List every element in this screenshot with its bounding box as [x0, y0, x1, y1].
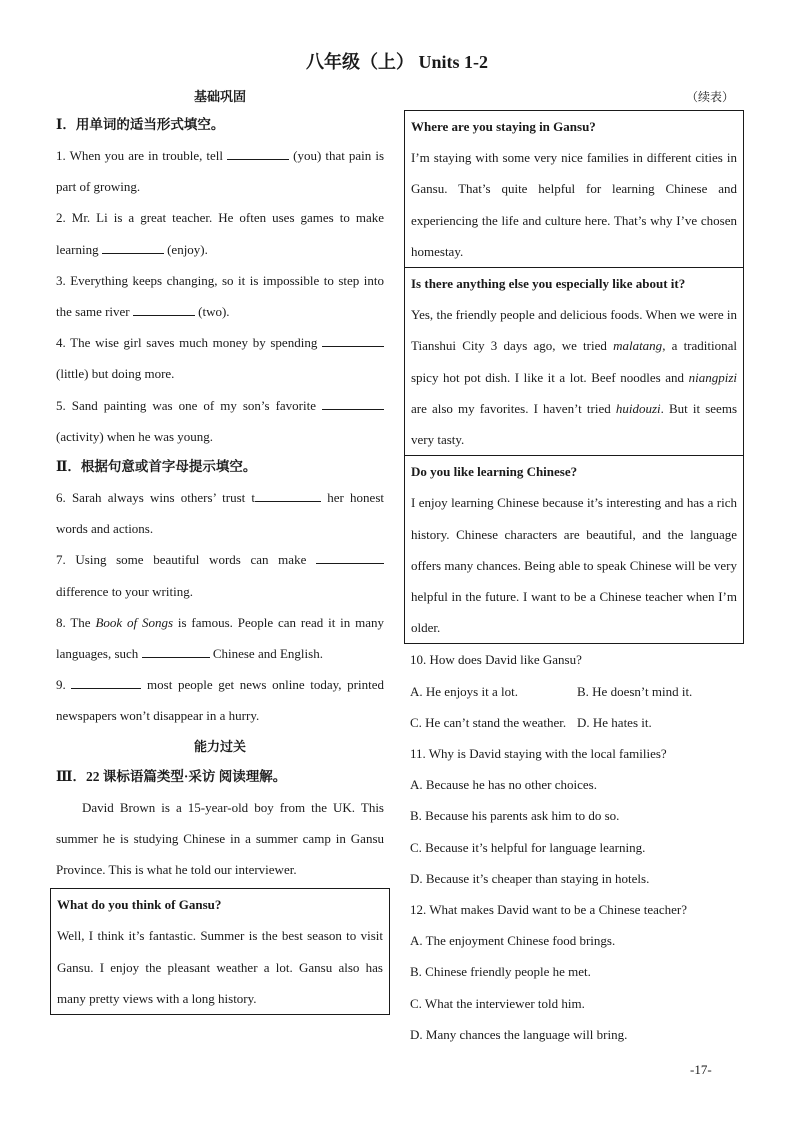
option-a[interactable]: A. He enjoys it a lot. [410, 683, 518, 699]
interview-question: Is there anything else you especially like about it? [411, 276, 686, 292]
question-3: 3. Everything keeps changing, so it is impossible to step into the same river (two). [56, 272, 384, 320]
page-title: 八年级（上） Units 1-2 [305, 52, 488, 72]
interview-box-2 [404, 110, 744, 644]
left-column [56, 84, 384, 1015]
section-basic-heading: 基础巩固 [193, 89, 246, 104]
answer-blank[interactable] [142, 643, 210, 658]
option-b[interactable]: B. Because his parents ask him to do so. [410, 808, 620, 824]
question-9: 9. most people get news online today, printed newspapers won’t disappear in a hurry. [56, 669, 384, 731]
interview-question: Do you like learning Chinese? [411, 464, 578, 480]
interview-section [405, 111, 743, 267]
question-11-stem: 11. Why is David staying with the local families? [410, 746, 667, 762]
question-10-stem: 10. How does David like Gansu? [410, 652, 582, 668]
right-column [404, 84, 744, 1050]
interview-section [51, 889, 389, 1014]
question-7: 7. Using some beautiful words can make difference to your writing. [56, 544, 384, 606]
question-2: 2. Mr. Li is a great teacher. He often uses games to make learning (enjoy). [56, 210, 384, 257]
answer-blank[interactable] [227, 145, 289, 160]
question-8: 8. The Book of Songs is famous. People can read it in many languages, such Chinese and English. [56, 614, 385, 662]
question-5: 5. Sand painting was one of my son’s favorite (activity) when he was young. [56, 390, 384, 452]
option-c[interactable]: C. He can’t stand the weather. [410, 714, 567, 730]
answer-blank[interactable] [255, 487, 321, 502]
part2-title: Ⅱ．根据句意或首字母提示填空。 [56, 459, 257, 475]
option-b[interactable]: B. Chinese friendly people he met. [410, 964, 591, 980]
question-10-options-row [410, 707, 744, 738]
option-b[interactable]: B. He doesn’t mind it. [577, 683, 693, 699]
interview-box-1 [50, 888, 390, 1015]
option-a[interactable]: A. The enjoyment Chinese food brings. [410, 933, 616, 949]
interview-answer: I’m staying with some very nice families in different cities in Gansu. That’s quite helpful for learning Chinese and experiencing the life and culture here. That’s why I’ve chosen homestay. [411, 150, 737, 259]
option-c[interactable]: C. Because it’s helpful for language learning. [410, 839, 646, 855]
page-number: -17- [690, 1062, 712, 1077]
option-d[interactable]: D. Because it’s cheaper than staying in hotels. [410, 870, 650, 886]
option-c[interactable]: C. What the interviewer told him. [410, 995, 585, 1011]
interview-section [405, 455, 743, 643]
option-d[interactable]: D. He hates it. [577, 714, 652, 730]
answer-blank[interactable] [322, 395, 384, 410]
part3-title: Ⅲ．22 课标语篇类型·采访 阅读理解。 [56, 768, 287, 784]
answer-blank[interactable] [102, 239, 164, 254]
question-4: 4. The wise girl saves much money by spending (little) but doing more. [56, 327, 384, 389]
continued-label: （续表） [685, 90, 734, 104]
question-1: 1. When you are in trouble, tell (you) that pain is part of growing. [56, 140, 384, 202]
question-6: 6. Sarah always wins others’ trust t her honest words and actions. [56, 482, 384, 544]
option-d[interactable]: D. Many chances the language will bring. [410, 1026, 628, 1042]
answer-blank[interactable] [71, 674, 141, 689]
interview-section [405, 267, 743, 455]
section-ability-heading: 能力过关 [193, 738, 246, 754]
question-12-stem: 12. What makes David want to be a Chinese teacher? [410, 902, 687, 918]
interview-answer: Well, I think it’s fantastic. Summer is the best season to visit Gansu. I enjoy the pleasant weather a lot. Gansu also has many pretty views with a long history. [57, 928, 383, 1006]
answer-blank[interactable] [133, 301, 195, 316]
question-10-options-row [410, 676, 744, 707]
interview-answer: Yes, the friendly people and delicious foods. When we were in Tianshui City 3 days ago, we tried malatang, a traditional spicy hot pot dish. I like it a lot. Beef noodles and niangpizi are also my favorites. I haven’t tried huidouzi. But it seems very tasty. [411, 307, 738, 448]
interview-answer: I enjoy learning Chinese because it’s interesting and has a rich history. Chinese characters are beautiful, and the language offers many chances. Being able to speak Chinese will be very helpful in the future. I want to be a Chinese teacher when I’m older. [411, 495, 737, 636]
part1-title: Ⅰ．用单词的适当形式填空。 [56, 117, 225, 132]
answer-blank[interactable] [316, 549, 384, 564]
interview-question: Where are you staying in Gansu? [411, 119, 596, 134]
answer-blank[interactable] [322, 332, 384, 347]
reading-intro: David Brown is a 15-year-old boy from the UK. This summer he is studying Chinese in a summer camp in Gansu Province. This is what he told our interviewer. [56, 799, 384, 878]
option-a[interactable]: A. Because he has no other choices. [410, 777, 597, 793]
interview-question: What do you think of Gansu? [57, 897, 222, 913]
